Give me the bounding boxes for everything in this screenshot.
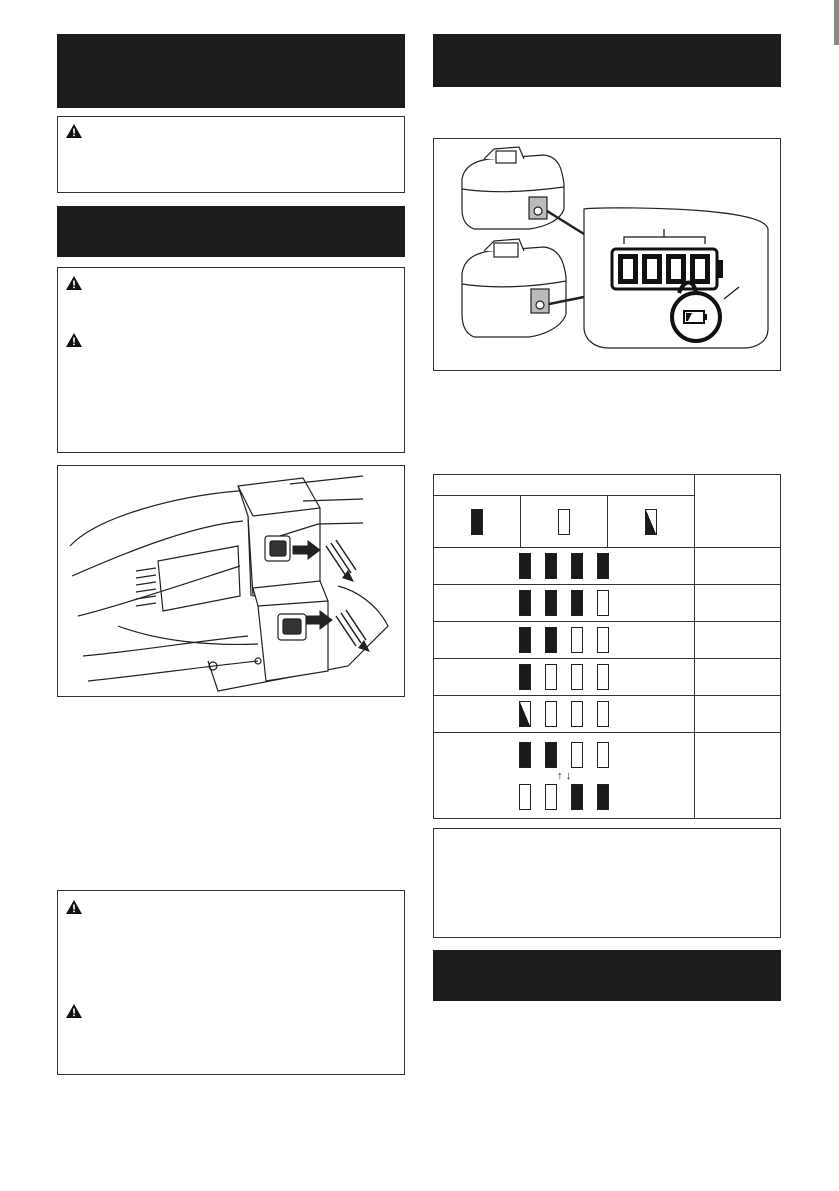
battery-indicator-icon bbox=[684, 311, 707, 323]
scrollbar-thumb[interactable] bbox=[834, 0, 839, 45]
warning-box-1 bbox=[57, 116, 405, 193]
battery-install-illustration bbox=[58, 466, 404, 696]
table-row bbox=[434, 622, 781, 659]
header-off bbox=[521, 496, 608, 548]
section-header-right-2 bbox=[433, 950, 781, 1001]
warning-box-2 bbox=[57, 267, 405, 453]
row-capacity bbox=[695, 659, 781, 696]
header-lighted bbox=[434, 496, 521, 548]
row-lamps bbox=[434, 659, 695, 696]
table-row bbox=[434, 585, 781, 622]
lamp-off-icon bbox=[558, 509, 570, 535]
row-capacity bbox=[695, 622, 781, 659]
row-capacity bbox=[695, 548, 781, 585]
header-blinking bbox=[608, 496, 695, 548]
row-capacity bbox=[695, 696, 781, 733]
arrow-down-icon: ↓ bbox=[565, 769, 572, 782]
table-row bbox=[434, 548, 781, 585]
lamp-blinking-icon bbox=[645, 509, 657, 535]
lamp-lighted-icon bbox=[471, 509, 483, 535]
note-box bbox=[433, 828, 781, 938]
battery-install-figure bbox=[57, 465, 405, 697]
warning-triangle-icon bbox=[66, 1004, 82, 1018]
battery-level-table bbox=[433, 474, 781, 819]
table-row bbox=[434, 696, 781, 733]
table-header-remaining-capacity bbox=[695, 475, 781, 548]
table-header-indicator-lamps bbox=[434, 475, 695, 496]
row-lamps bbox=[434, 696, 695, 733]
row-lamps bbox=[434, 548, 695, 585]
table-row bbox=[434, 659, 781, 696]
row-capacity bbox=[695, 585, 781, 622]
section-header-left-2 bbox=[57, 206, 405, 257]
row-lamps bbox=[434, 622, 695, 659]
warning-triangle-icon bbox=[66, 124, 82, 138]
section-header-left-1 bbox=[57, 34, 405, 108]
warning-box-3 bbox=[57, 890, 405, 1075]
table-row bbox=[434, 733, 781, 819]
warning-triangle-icon bbox=[66, 333, 82, 347]
arrow-up-icon: ↑ bbox=[557, 769, 563, 782]
section-header-right-1 bbox=[433, 34, 781, 87]
battery-indicator-figure bbox=[433, 138, 781, 371]
row-lamps-alternating bbox=[434, 733, 695, 819]
warning-triangle-icon bbox=[66, 900, 82, 914]
battery-indicator-illustration bbox=[434, 139, 780, 370]
warning-triangle-icon bbox=[66, 276, 82, 290]
row-lamps bbox=[434, 585, 695, 622]
row-capacity bbox=[695, 733, 781, 819]
